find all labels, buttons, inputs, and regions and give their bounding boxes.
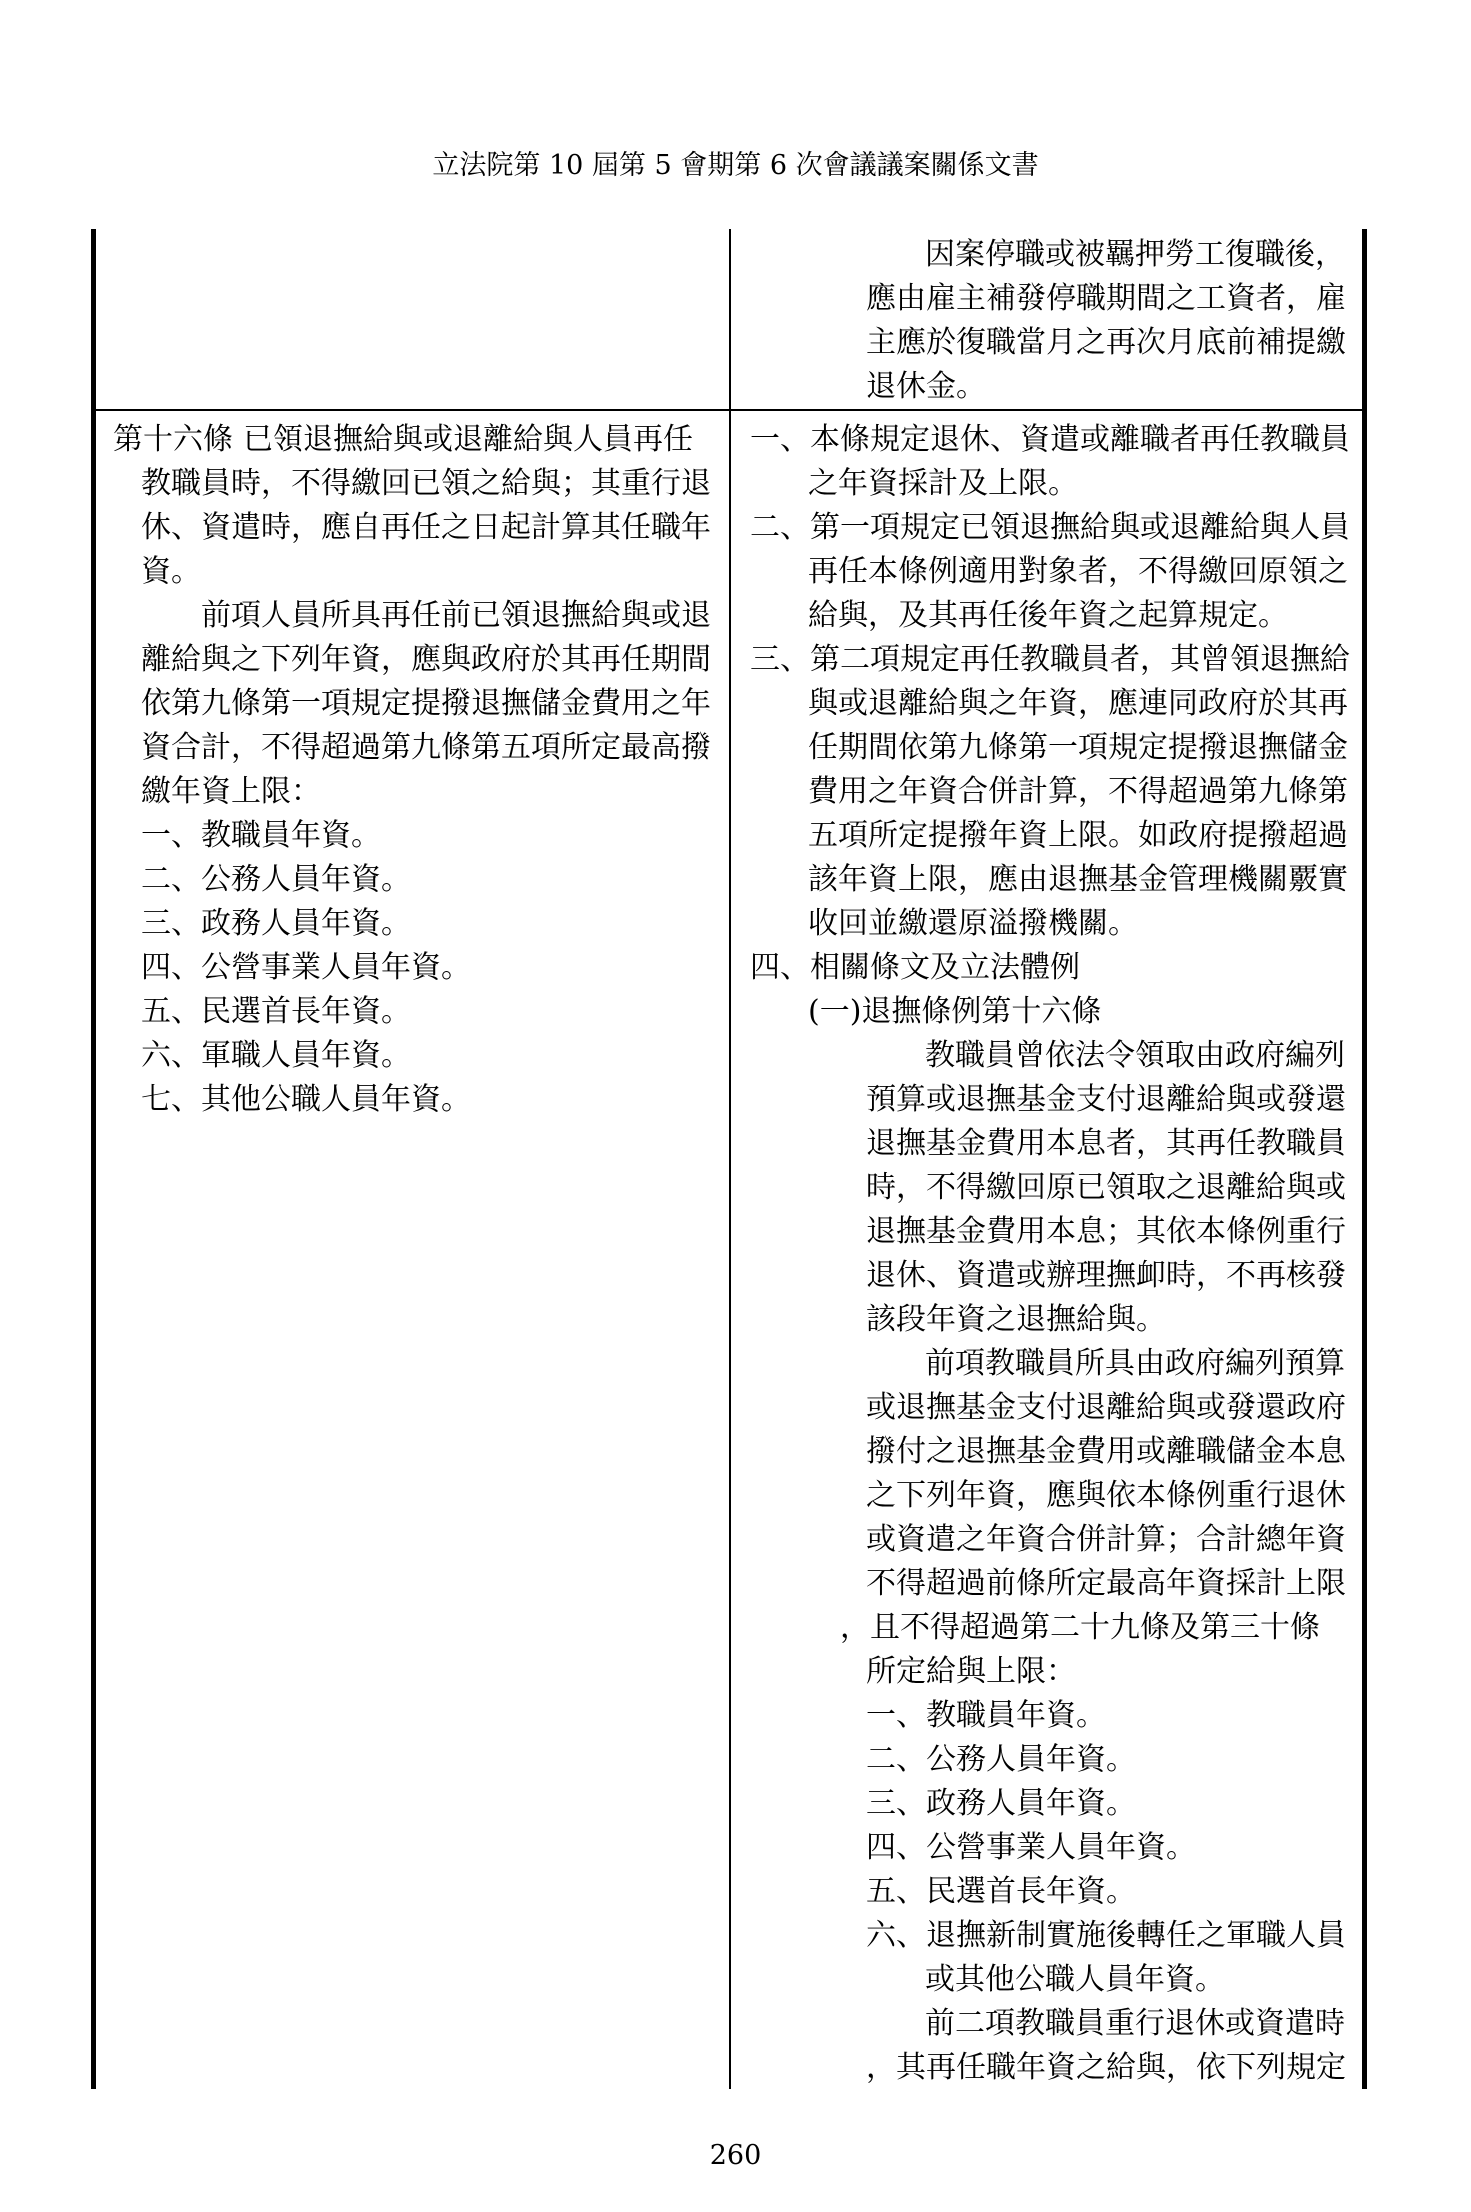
text-line: 撥付之退撫基金費用或離職儲金本息 xyxy=(866,1434,1346,1469)
page-number: 260 xyxy=(709,2140,762,2171)
text-line: 之下列年資，應與依本條例重行退休 xyxy=(866,1478,1346,1513)
text-line: 資合計，不得超過第九條第五項所定最高撥 xyxy=(141,730,711,765)
text-line: 退撫基金費用本息；其依本條例重行 xyxy=(866,1214,1346,1249)
list-item: 四、公營事業人員年資。 xyxy=(866,1830,1196,1865)
subheading: (一)退撫條例第十六條 xyxy=(808,994,1102,1029)
text-line: 退休金。 xyxy=(866,369,986,404)
explanation-cell xyxy=(0,418,1350,2090)
text-line: 離給與之下列年資，應與政府於其再任期間 xyxy=(141,642,711,677)
text-line: 時，不得繳回原已領取之退離給與或 xyxy=(866,1170,1346,1205)
text-line: 前項人員所具再任前已領退撫給與或退 xyxy=(201,598,711,633)
table-right-border xyxy=(1362,229,1367,2089)
text-line: 繳年資上限： xyxy=(141,774,321,809)
text-line: 已領退撫給與或退離給與人員再任 xyxy=(243,422,693,457)
article-label: 第十六條 xyxy=(113,422,233,457)
text-line: 任期間依第九條第一項規定提撥退撫儲金 xyxy=(808,730,1348,765)
text-line: 應由雇主補發停職期間之工資者，雇 xyxy=(866,281,1346,316)
text-line: 依第九條第一項規定提撥退撫儲金費用之年 xyxy=(141,686,711,721)
text-line: 退休、資遣或辦理撫卹時，不再核發 xyxy=(866,1258,1346,1293)
list-item: 六、退撫新制實施後轉任之軍職人員 xyxy=(866,1918,1346,1953)
text-line: 一、本條規定退休、資遣或離職者再任教職員 xyxy=(750,422,1350,457)
text-line: 因案停職或被羈押勞工復職後， xyxy=(925,237,1345,272)
list-item: 五、民選首長年資。 xyxy=(866,1874,1136,1909)
text-line: 費用之年資合併計算，不得超過第九條第 xyxy=(808,774,1348,809)
list-item: 二、公務人員年資。 xyxy=(866,1742,1136,1777)
list-item: 一、教職員年資。 xyxy=(866,1698,1106,1733)
text-line: 教職員時，不得繳回已領之給與；其重行退 xyxy=(141,466,711,501)
text-line: 主應於復職當月之再次月底前補提繳 xyxy=(866,325,1346,360)
text-line: 退撫基金費用本息者，其再任教職員 xyxy=(866,1126,1346,1161)
list-item: 五、民選首長年資。 xyxy=(141,994,411,1029)
text-line: 前二項教職員重行退休或資遣時 xyxy=(925,2006,1345,2041)
previous-row-explanation-cell xyxy=(0,233,1346,409)
document-header-title: 立法院第 10 屆第 5 會期第 6 次會議議案關係文書 xyxy=(432,150,1039,181)
list-item: 七、其他公職人員年資。 xyxy=(141,1082,471,1117)
text-line: 給與，及其再任後年資之起算規定。 xyxy=(808,598,1288,633)
list-item: 六、軍職人員年資。 xyxy=(141,1038,411,1073)
text-line: 或退撫基金支付退離給與或發還政府 xyxy=(866,1390,1346,1425)
text-line: 不得超過前條所定最高年資採計上限 xyxy=(866,1566,1346,1601)
text-line: ，其再任職年資之給與，依下列規定 xyxy=(866,2050,1346,2085)
table-row-divider xyxy=(91,409,1367,411)
list-item-continuation: 或其他公職人員年資。 xyxy=(925,1962,1225,1997)
text-line: 該年資上限，應由退撫基金管理機關覈實 xyxy=(808,862,1348,897)
text-line: 前項教職員所具由政府編列預算 xyxy=(925,1346,1345,1381)
list-item: 二、公務人員年資。 xyxy=(141,862,411,897)
list-item: 三、政務人員年資。 xyxy=(866,1786,1136,1821)
list-item: 四、公營事業人員年資。 xyxy=(141,950,471,985)
text-line: 資。 xyxy=(141,554,201,589)
list-item: 一、教職員年資。 xyxy=(141,818,381,853)
text-line: 預算或退撫基金支付退離給與或發還 xyxy=(866,1082,1346,1117)
text-line: 五項所定提撥年資上限。如政府提撥超過 xyxy=(808,818,1348,853)
text-line: 再任本條例適用對象者，不得繳回原領之 xyxy=(808,554,1348,589)
text-line: ，且不得超過第二十九條及第三十條 xyxy=(840,1610,1320,1645)
text-line: 四、相關條文及立法體例 xyxy=(750,950,1080,985)
text-line: 收回並繳還原溢撥機關。 xyxy=(808,906,1138,941)
list-item: 三、政務人員年資。 xyxy=(141,906,411,941)
text-line: 該段年資之退撫給與。 xyxy=(866,1302,1166,1337)
text-line: 或資遣之年資合併計算；合計總年資 xyxy=(866,1522,1346,1557)
text-line: 之年資採計及上限。 xyxy=(808,466,1078,501)
text-line: 三、第二項規定再任教職員者，其曾領退撫給 xyxy=(750,642,1350,677)
text-line: 與或退離給與之年資，應連同政府於其再 xyxy=(808,686,1348,721)
text-line: 教職員曾依法令領取由政府編列 xyxy=(925,1038,1345,1073)
text-line: 休、資遣時，應自再任之日起計算其任職年 xyxy=(141,510,711,545)
text-line: 二、第一項規定已領退撫給與或退離給與人員 xyxy=(750,510,1350,545)
text-line: 所定給與上限： xyxy=(866,1654,1076,1689)
